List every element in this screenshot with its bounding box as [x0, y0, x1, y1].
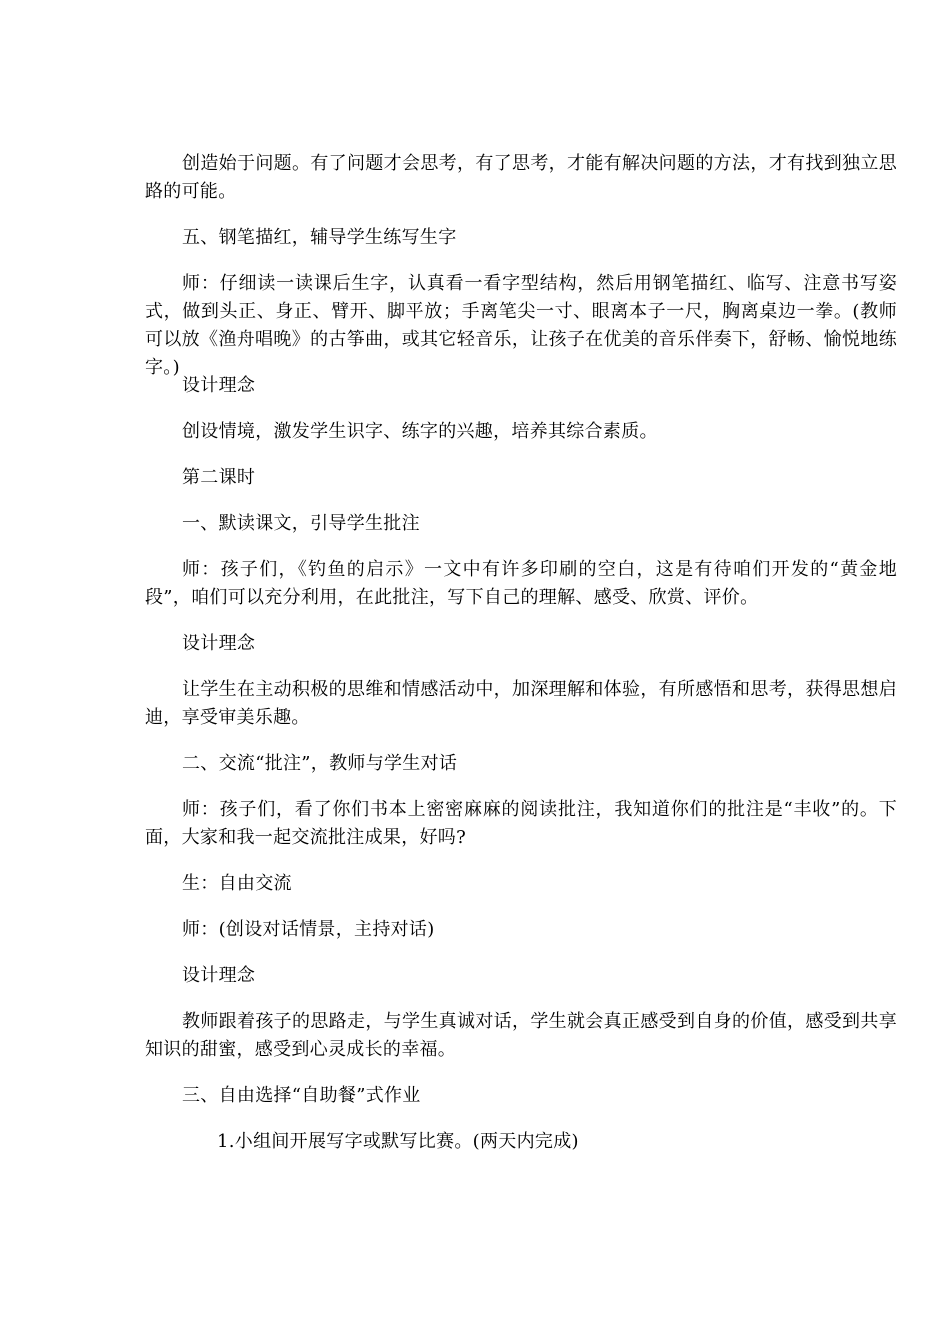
- section-heading-3: 三、自由选择“自助餐”式作业: [182, 1085, 421, 1106]
- section-heading-1: 一、默读课文，引导学生批注: [182, 513, 420, 534]
- design-concept-label-3: 设计理念: [182, 965, 256, 986]
- list-item-homework-1: 1.小组间开展写字或默写比赛。(两天内完成): [217, 1131, 579, 1152]
- paragraph-student-exchange: 生：自由交流: [182, 873, 292, 894]
- paragraph-teacher-exchange: 师：孩子们，看了你们书本上密密麻麻的阅读批注，我知道你们的批注是“丰收”的。下面，大家和我一起交流批注成果，好吗?: [145, 799, 897, 848]
- paragraph-design-concept-3: 教师跟着孩子的思路走，与学生真诚对话，学生就会真正感受到自身的价值，感受到共享知识的甜蜜，感受到心灵成长的幸福。: [145, 1011, 897, 1060]
- paragraph-design-concept-1: 创设情境，激发学生识字、练字的兴趣，培养其综合素质。: [182, 421, 658, 442]
- lesson-heading-second: 第二课时: [182, 467, 256, 488]
- section-heading-2: 二、交流“批注”，教师与学生对话: [182, 753, 458, 774]
- paragraph-intro-creativity: 创造始于问题。有了问题才会思考，有了思考，才能有解决问题的方法，才有找到独立思路的可能。: [145, 153, 897, 202]
- design-concept-label-1: 设计理念: [182, 375, 256, 396]
- paragraph-design-concept-2: 让学生在主动积极的思维和情感活动中，加深理解和体验，有所感悟和思考，获得思想启迪，享受审美乐趣。: [145, 679, 897, 728]
- design-concept-label-2: 设计理念: [182, 633, 256, 654]
- paragraph-teacher-handwriting: 师：仔细读一读课后生字，认真看一看字型结构，然后用钢笔描红、临写、注意书写姿式，做到头正、身正、臂开、脚平放；手离笔尖一寸、眼离本子一尺，胸离桌边一拳。(教师可以放《渔舟唱晚》的古筝曲，或其它轻音乐，让孩子在优美的音乐伴奏下，舒畅、愉悦地练字。): [145, 273, 897, 378]
- paragraph-teacher-annotation: 师：孩子们，《钓鱼的启示》一文中有许多印刷的空白，这是有待咱们开发的“黄金地段”，咱们可以充分利用，在此批注，写下自己的理解、感受、欣赏、评价。: [145, 559, 897, 608]
- paragraph-teacher-dialogue: 师：(创设对话情景，主持对话): [182, 919, 435, 940]
- section-heading-5: 五、钢笔描红，辅导学生练写生字: [182, 227, 457, 248]
